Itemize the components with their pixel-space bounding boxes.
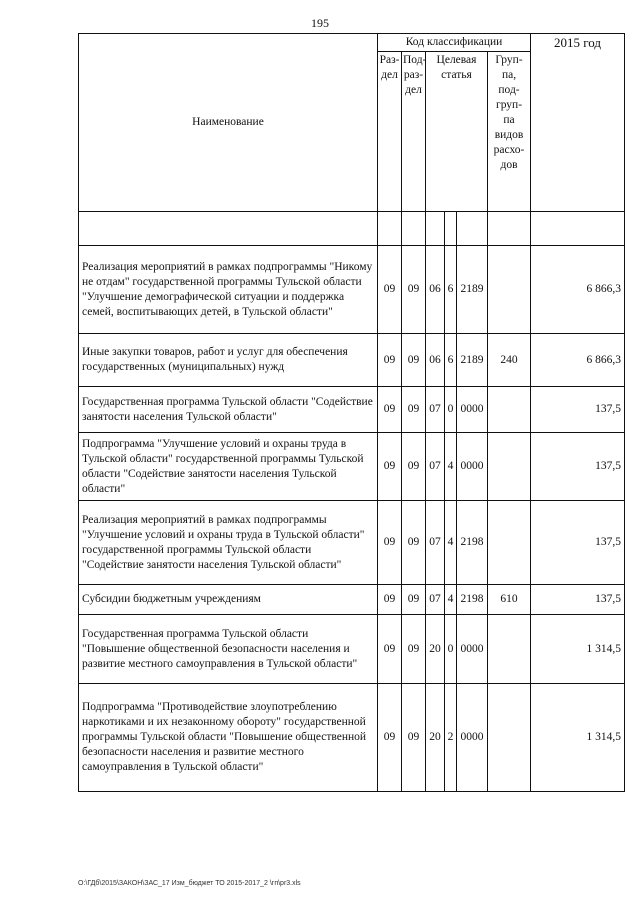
row-target-direction: 0000 — [457, 433, 488, 501]
row-target-program: 06 — [426, 246, 445, 334]
row-target-subprogram: 2 — [445, 684, 457, 792]
header-section: Раз- дел — [378, 52, 402, 212]
row-expense-group: 610 — [488, 585, 531, 615]
row-amount: 1 314,5 — [531, 615, 625, 684]
table-body — [79, 246, 625, 792]
row-target-direction: 0000 — [457, 387, 488, 433]
row-amount: 137,5 — [531, 433, 625, 501]
table-row — [79, 433, 625, 501]
row-expense-group — [488, 501, 531, 585]
row-amount: 6 866,3 — [531, 334, 625, 387]
row-subsection: 09 — [402, 433, 426, 501]
table-row — [79, 501, 625, 585]
table-row — [79, 615, 625, 684]
row-target-direction: 0000 — [457, 615, 488, 684]
row-target-subprogram: 4 — [445, 585, 457, 615]
table-row — [79, 684, 625, 792]
row-amount: 137,5 — [531, 501, 625, 585]
row-section: 09 — [378, 684, 402, 792]
row-target-program: 20 — [426, 615, 445, 684]
budget-table — [78, 33, 625, 792]
row-subsection: 09 — [402, 615, 426, 684]
row-target-subprogram: 6 — [445, 246, 457, 334]
row-subsection: 09 — [402, 585, 426, 615]
row-target-subprogram: 4 — [445, 433, 457, 501]
row-name: Государственная программа Тульской области "Повышение общественной безопасности населения и развитие местного самоуправления в Тульской области" — [79, 615, 378, 684]
row-expense-group — [488, 684, 531, 792]
row-target-direction: 0000 — [457, 684, 488, 792]
row-target-program: 20 — [426, 684, 445, 792]
table-row — [79, 334, 625, 387]
row-expense-group: 240 — [488, 334, 531, 387]
file-path-footer: O:\ГДб\2015\ЗАКОН\ЗАС_17 Изм_бюджет ТО 2015-2017_2 \гп\pr3.xls — [78, 880, 301, 887]
row-name: Государственная программа Тульской области "Содействие занятости населения Тульской области" — [79, 387, 378, 433]
row-target-direction: 2198 — [457, 585, 488, 615]
row-target-direction: 2189 — [457, 334, 488, 387]
row-name: Реализация мероприятий в рамках подпрограммы "Улучшение условий и охраны труда в Тульской области" государственной программы Тульской области "Содействие занятости населения Тульской области" — [79, 501, 378, 585]
header-year: 2015 год — [531, 34, 625, 212]
row-amount: 137,5 — [531, 585, 625, 615]
row-section: 09 — [378, 501, 402, 585]
row-subsection: 09 — [402, 387, 426, 433]
row-name: Подпрограмма "Противодействие злоупотреблению наркотиками и их незаконному обороту" государственной программы Тульской области "Повышение общественной безопасности населения и развитие местного самоуправления в Тульской области" — [79, 684, 378, 792]
table-row — [79, 585, 625, 615]
header-subsection: Под- раз- дел — [402, 52, 426, 212]
row-section: 09 — [378, 615, 402, 684]
row-target-direction: 2189 — [457, 246, 488, 334]
row-amount: 137,5 — [531, 387, 625, 433]
header-expense-group: Груп- па, под- груп- па видов расхо- дов — [488, 52, 531, 212]
row-subsection: 09 — [402, 501, 426, 585]
row-name: Иные закупки товаров, работ и услуг для обеспечения государственных (муниципальных) нужд — [79, 334, 378, 387]
row-expense-group — [488, 246, 531, 334]
header-target-item: Целевая статья — [426, 52, 488, 212]
row-target-subprogram: 0 — [445, 615, 457, 684]
row-target-direction: 2198 — [457, 501, 488, 585]
row-target-program: 07 — [426, 387, 445, 433]
table-row — [79, 387, 625, 433]
header-name: Наименование — [79, 34, 378, 212]
row-name: Реализация мероприятий в рамках подпрограммы "Никому не отдам" государственной программы Тульской области "Улучшение демографической ситуации и поддержка семей, воспитывающих детей, в Тульской области" — [79, 246, 378, 334]
row-expense-group — [488, 615, 531, 684]
row-expense-group — [488, 387, 531, 433]
row-name: Подпрограмма "Улучшение условий и охраны труда в Тульской области" государственной программы Тульской области "Содействие занятости населения Тульской области" — [79, 433, 378, 501]
header-classification-code: Код классификации — [378, 34, 531, 52]
row-target-program: 06 — [426, 334, 445, 387]
row-subsection: 09 — [402, 246, 426, 334]
row-subsection: 09 — [402, 684, 426, 792]
row-name: Субсидии бюджетным учреждениям — [79, 585, 378, 615]
row-subsection: 09 — [402, 334, 426, 387]
row-target-program: 07 — [426, 585, 445, 615]
row-target-subprogram: 6 — [445, 334, 457, 387]
row-target-program: 07 — [426, 433, 445, 501]
row-amount: 6 866,3 — [531, 246, 625, 334]
row-section: 09 — [378, 246, 402, 334]
row-target-subprogram: 4 — [445, 501, 457, 585]
row-section: 09 — [378, 387, 402, 433]
row-target-program: 07 — [426, 501, 445, 585]
row-section: 09 — [378, 433, 402, 501]
table-row — [79, 246, 625, 334]
row-section: 09 — [378, 585, 402, 615]
row-amount: 1 314,5 — [531, 684, 625, 792]
row-target-subprogram: 0 — [445, 387, 457, 433]
page-number: 195 — [311, 16, 329, 30]
row-expense-group — [488, 433, 531, 501]
row-section: 09 — [378, 334, 402, 387]
